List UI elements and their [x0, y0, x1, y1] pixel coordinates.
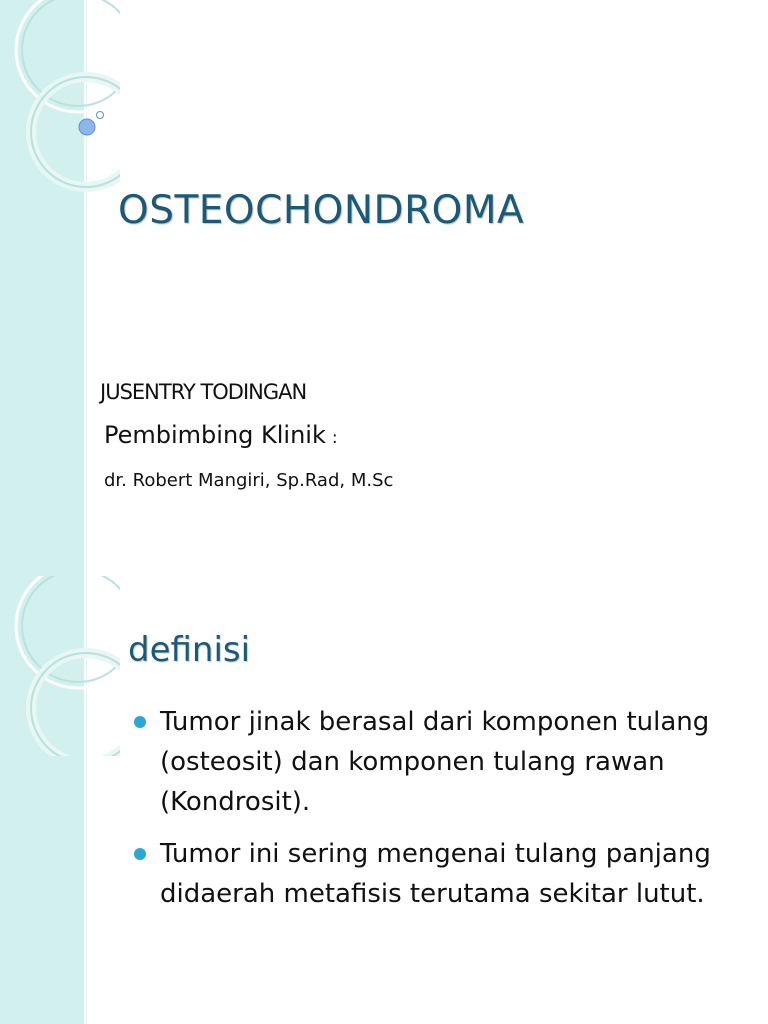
decorative-rings-icon [0, 0, 120, 220]
slide-definition [0, 576, 768, 1024]
list-item [134, 834, 758, 914]
supervisor-colon: : [331, 428, 338, 448]
supervisor-line [104, 421, 338, 449]
list-item [134, 702, 758, 822]
supervisor-name: dr. Robert Mangiri, Sp.Rad, M.Sc [104, 470, 394, 491]
bullet-list [134, 702, 758, 926]
slide-title-text: OSTEOCHONDROMA [118, 188, 525, 233]
bullet-dot-icon [134, 848, 146, 860]
supervisor-label: Pembimbing Klinik [104, 421, 326, 449]
section-title: definisi [128, 630, 251, 670]
bullet-dot-icon [134, 716, 146, 728]
author-name: JUSENTRY TODINGAN [100, 380, 307, 404]
bullet-text: Tumor ini sering mengenai tulang panjang didaerah metafisis terutama sekitar lutut. [160, 839, 711, 909]
decorative-rings-icon [0, 576, 120, 756]
bullet-text: Tumor jinak berasal dari komponen tulang (osteosit) dan komponen tulang rawan (Kondrosit). [160, 707, 710, 817]
